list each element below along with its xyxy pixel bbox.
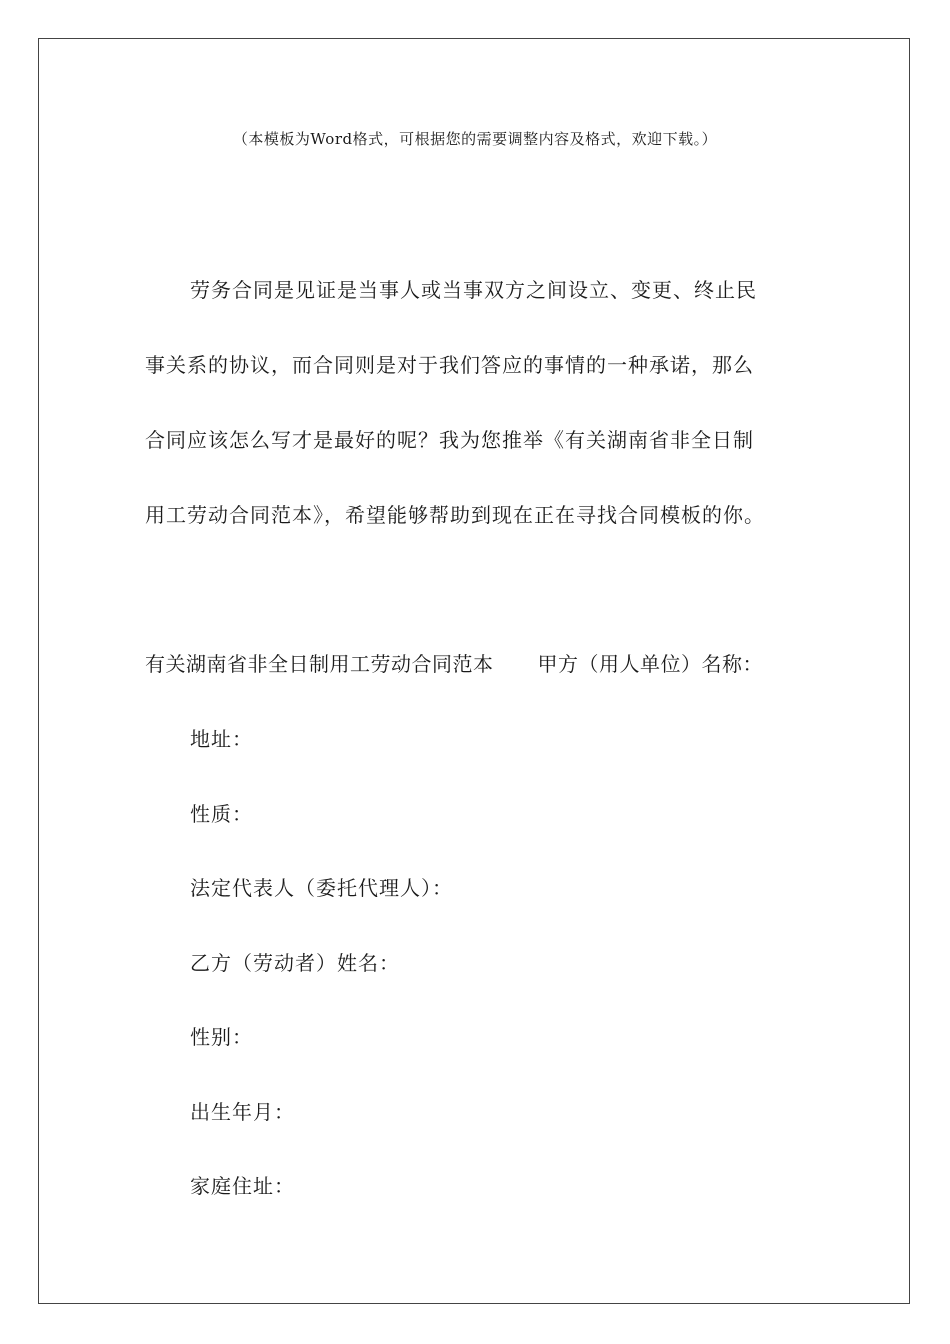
contract-title-line bbox=[145, 648, 763, 677]
field-legal-representative: 法定代表人（委托代理人）： bbox=[190, 876, 453, 900]
party-a-name-label: 甲方（用人单位）名称： bbox=[537, 652, 763, 676]
field-party-b-name: 乙方（劳动者）姓名： bbox=[190, 951, 400, 975]
intro-line-2: 事关系的协议，而合同则是对于我们答应的事情的一种承诺，那么 bbox=[145, 353, 754, 377]
template-note: （本模板为Word格式，可根据您的需要调整内容及格式，欢迎下载。） bbox=[232, 130, 718, 148]
field-gender: 性别： bbox=[190, 1025, 253, 1049]
field-home-address: 家庭住址： bbox=[190, 1174, 295, 1198]
field-birth-date: 出生年月： bbox=[190, 1100, 295, 1124]
field-nature: 性质： bbox=[190, 802, 253, 826]
intro-line-4: 用工劳动合同范本》，希望能够帮助到现在正在寻找合同模板的你。 bbox=[145, 503, 765, 527]
field-address: 地址： bbox=[190, 727, 253, 751]
contract-title: 有关湖南省非全日制用工劳动合同范本 bbox=[145, 652, 494, 676]
intro-line-1: 劳务合同是见证是当事人或当事双方之间设立、变更、终止民 bbox=[190, 278, 757, 302]
intro-line-3: 合同应该怎么写才是最好的呢？我为您推举《有关湖南省非全日制 bbox=[145, 428, 754, 452]
